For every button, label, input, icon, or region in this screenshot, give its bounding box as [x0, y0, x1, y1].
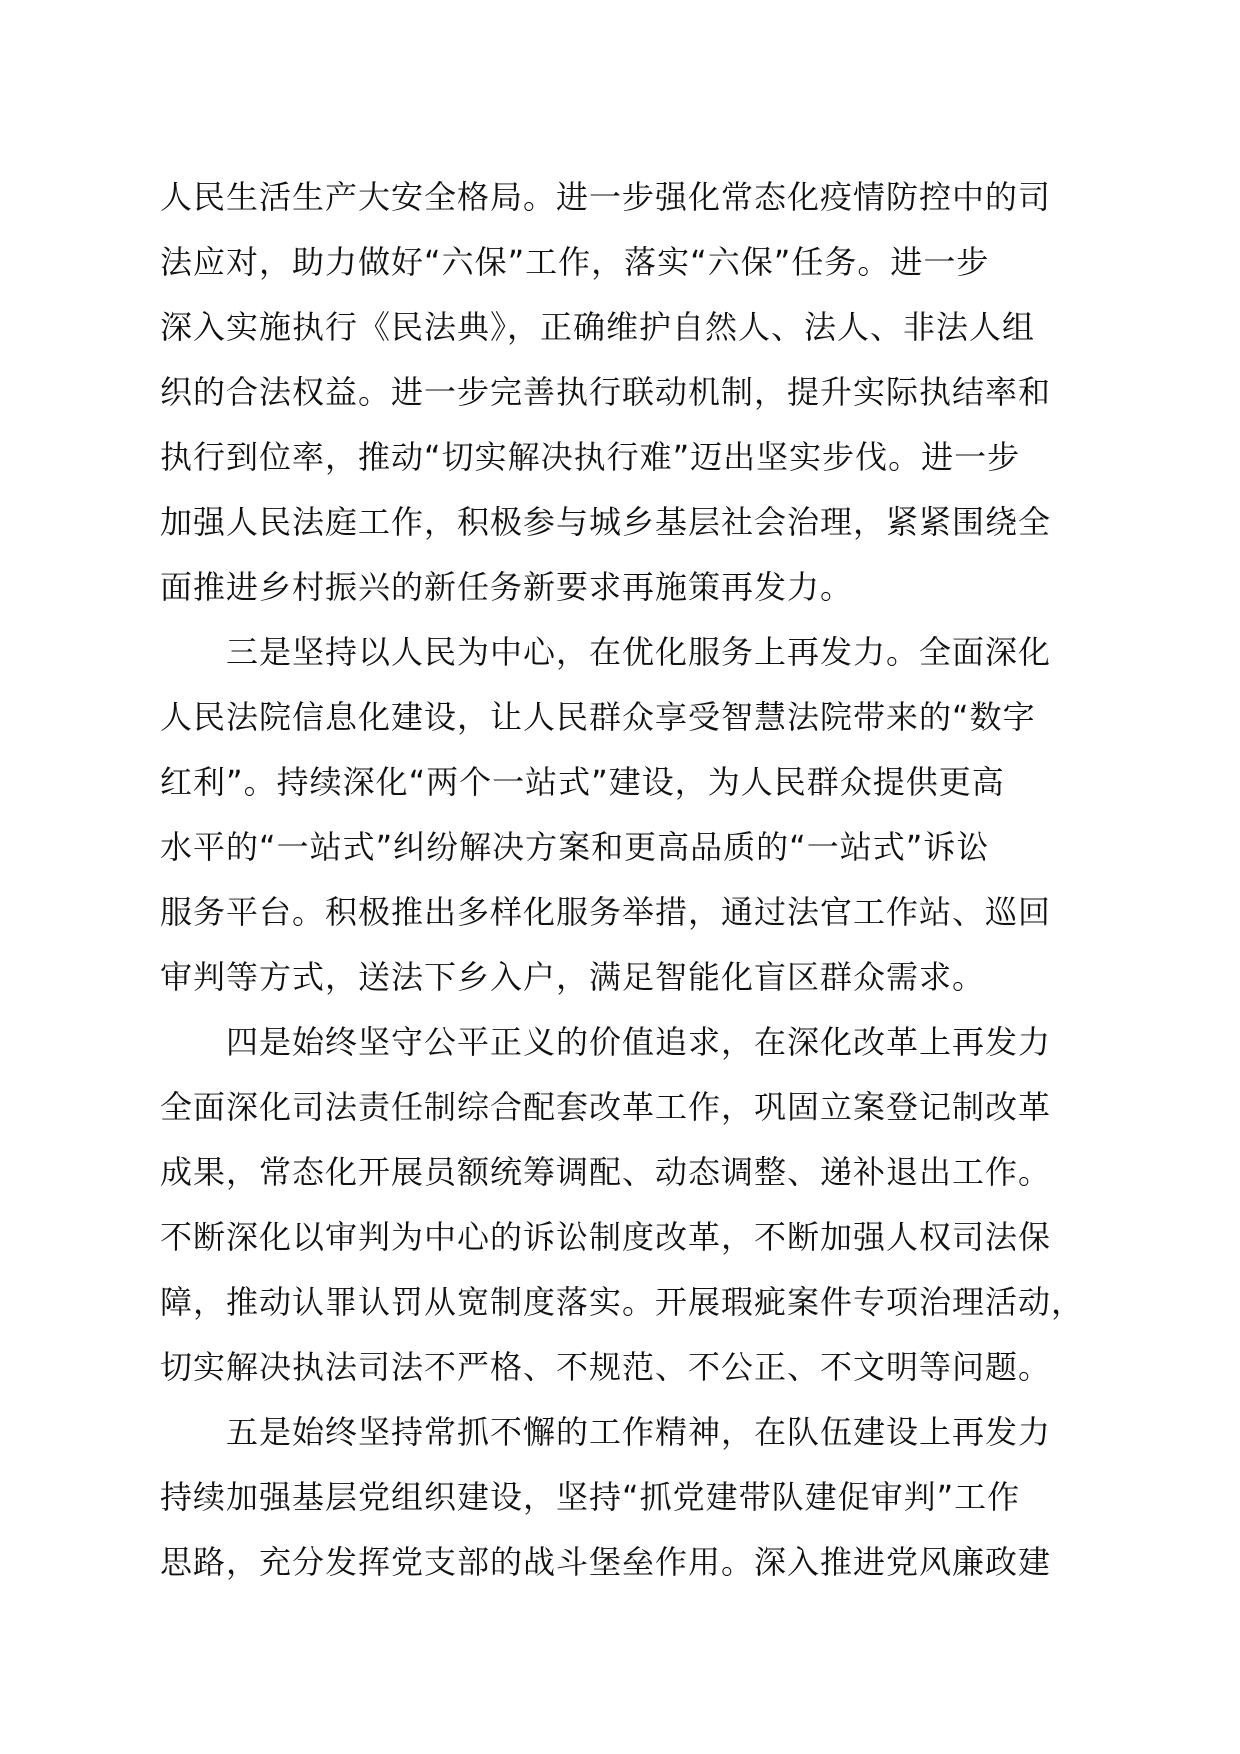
- paragraph-start-line: 四是始终坚守公平正义的价值追求，在深化改革上再发力: [226, 1023, 1052, 1061]
- text-line: 障，推动认罪认罚从宽制度落实。开展瑕疵案件专项治理活动，: [160, 1283, 1085, 1321]
- text-line: 服务平台。积极推出多样化服务举措，通过法官工作站、巡回: [160, 893, 1052, 931]
- text-line: 不断深化以审判为中心的诉讼制度改革，不断加强人权司法保: [160, 1218, 1052, 1256]
- text-line: 面推进乡村振兴的新任务新要求再施策再发力。: [160, 568, 854, 606]
- paragraph-start-line: 三是坚持以人民为中心，在优化服务上再发力。全面深化: [226, 633, 1052, 671]
- text-line: 水平的“一站式”纠纷解决方案和更高品质的“一站式”诉讼: [160, 828, 990, 866]
- text-line: 执行到位率，推动“切实解决执行难”迈出坚实步伐。进一步: [160, 438, 1021, 476]
- text-line: 持续加强基层党组织建设，坚持“抓党建带队建促审判”工作: [160, 1478, 1021, 1516]
- text-line: 全面深化司法责任制综合配套改革工作，巩固立案登记制改革: [160, 1088, 1052, 1126]
- text-line: 人民生活生产大安全格局。进一步强化常态化疫情防控中的司: [160, 178, 1052, 216]
- text-line: 深入实施执行《民法典》，正确维护自然人、法人、非法人组: [160, 308, 1036, 346]
- paragraph-start-line: 五是始终坚持常抓不懈的工作精神，在队伍建设上再发力: [226, 1413, 1052, 1451]
- text-line: 人民法院信息化建设，让人民群众享受智慧法院带来的“数字: [160, 698, 1036, 736]
- text-line: 加强人民法庭工作，积极参与城乡基层社会治理，紧紧围绕全: [160, 503, 1052, 541]
- text-line: 法应对，助力做好“六保”工作，落实“六保”任务。进一步: [160, 243, 990, 281]
- text-line: 思路，充分发挥党支部的战斗堡垒作用。深入推进党风廉政建: [160, 1543, 1052, 1581]
- text-line: 成果，常态化开展员额统筹调配、动态调整、递补退出工作。: [160, 1153, 1052, 1191]
- text-line: 织的合法权益。进一步完善执行联动机制，提升实际执结率和: [160, 373, 1052, 411]
- text-line: 切实解决执法司法不严格、不规范、不公正、不文明等问题。: [160, 1348, 1052, 1386]
- text-line: 红利”。持续深化“两个一站式”建设，为人民群众提供更高: [160, 763, 1005, 801]
- text-line: 审判等方式，送法下乡入户，满足智能化盲区群众需求。: [160, 958, 986, 996]
- document-body: [160, 165, 1120, 1595]
